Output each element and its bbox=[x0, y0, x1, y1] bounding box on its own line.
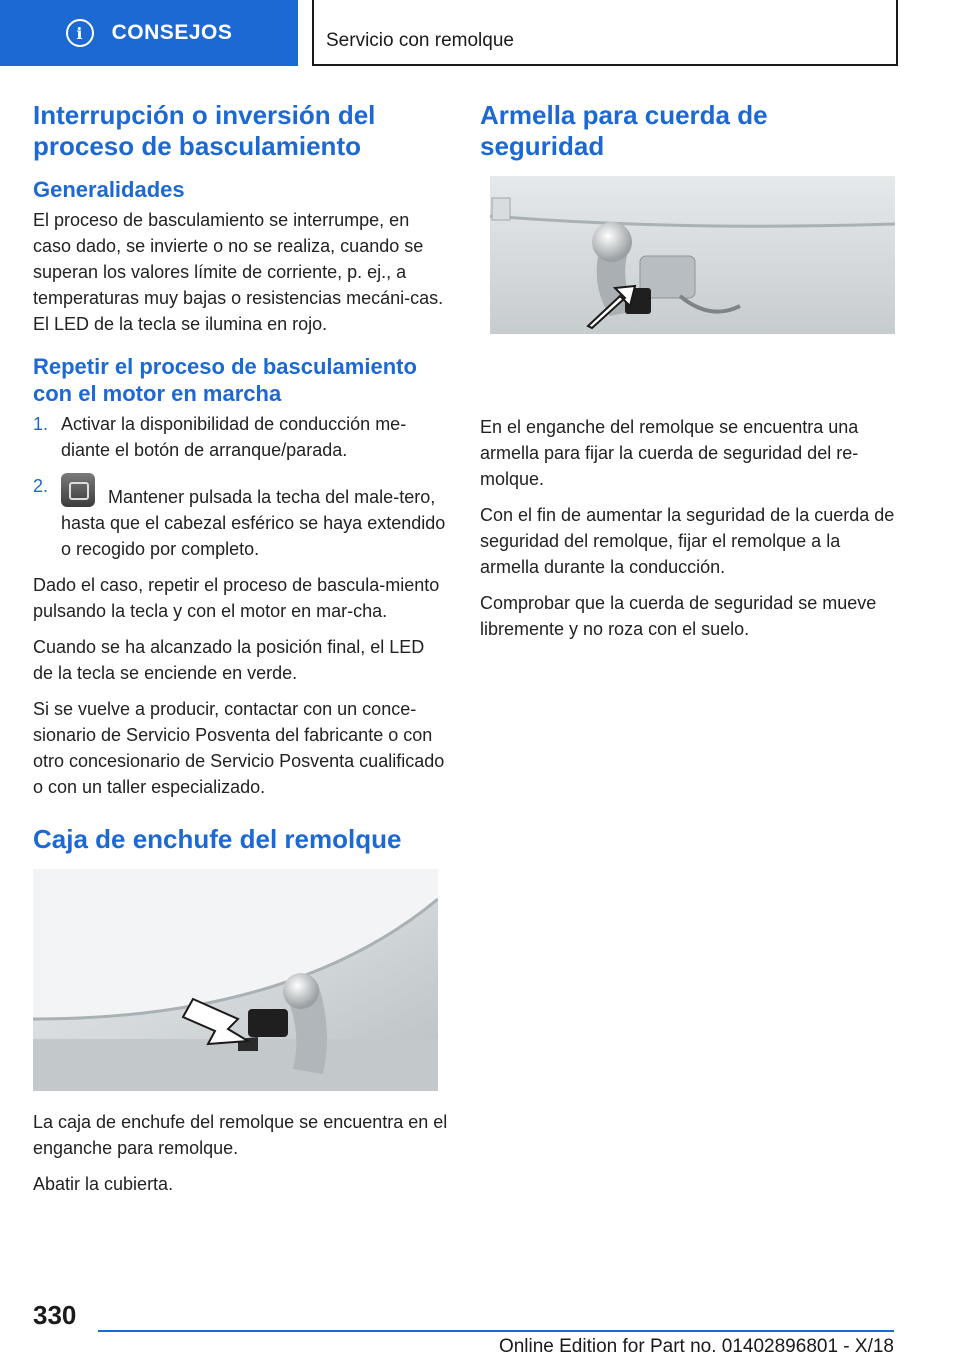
paragraph-socket-location: La caja de enchufe del remolque se encuentra en el enganche para remolque. bbox=[33, 1112, 448, 1158]
paragraph-repeat: Dado el caso, repetir el proceso de bascula-miento pulsando la tecla y con el motor en mar-cha. bbox=[33, 575, 440, 621]
trailer-socket-photo bbox=[33, 869, 438, 1091]
page-title: Servicio con remolque bbox=[326, 30, 514, 51]
footer-rule bbox=[98, 1330, 894, 1332]
info-icon: i bbox=[66, 19, 94, 47]
step-text: Mantener pulsada la techa del male-tero, hasta que el cabezal esférico se haya extendido o recogido por completo. bbox=[61, 487, 446, 559]
tailgate-button-icon bbox=[61, 473, 95, 507]
paragraph-final-position: Cuando se ha alcanzado la posición final, el LED de la tecla se enciende en verde. bbox=[33, 637, 425, 683]
paragraph-contact: Si se vuelve a producir, contactar con un conce-sionario de Servicio Posventa del fabricante o con otro concesionario de Servicio Posventa cualificado o con un taller especializado. bbox=[33, 699, 445, 797]
footer-edition: Online Edition for Part no. 01402896801 - X/18 bbox=[498, 1336, 894, 1357]
paragraph-check-cable: Comprobar que la cuerda de seguridad se mueve libremente y no roza con el suelo. bbox=[480, 593, 877, 639]
section-tab bbox=[0, 0, 298, 66]
left-column bbox=[33, 100, 448, 1207]
paragraph-fix-trailer: Con el fin de aumentar la seguridad de la cuerda de seguridad del remolque, fijar el remolque a la armella durante la conducción. bbox=[480, 505, 895, 577]
safety-eye-photo bbox=[480, 176, 895, 372]
section-label: CONSEJOS bbox=[111, 21, 233, 44]
subheading-repeat: Repetir el proceso de basculamiento con el motor en marcha bbox=[33, 354, 417, 406]
heading-safety-eye: Armella para cuerda de seguridad bbox=[480, 100, 768, 161]
paragraph-general: El proceso de basculamiento se interrumpe, en caso dado, se invierte o no se realiza, cuando se superan los valores límite de corriente, p. ej., a temperaturas muy bajas o resistencias mecáni-cas. El LED de la tecla se ilumina en rojo. bbox=[33, 210, 444, 334]
page-number: 330 bbox=[33, 1300, 77, 1330]
heading-interruption: Interrupción o inversión del proceso de basculamiento bbox=[33, 100, 376, 161]
list-item bbox=[33, 411, 448, 463]
step-number: 1. bbox=[33, 414, 49, 434]
steps-list bbox=[33, 411, 448, 562]
list-item bbox=[33, 473, 448, 562]
right-column bbox=[480, 100, 895, 652]
step-number: 2. bbox=[33, 476, 49, 496]
paragraph-eye-location: En el enganche del remolque se encuentra una armella para fijar la cuerda de seguridad del re-molque. bbox=[480, 417, 859, 489]
heading-socket: Caja de enchufe del remolque bbox=[33, 824, 402, 854]
step-text: Activar la disponibilidad de conducción me-diante el botón de arranque/parada. bbox=[61, 414, 407, 460]
paragraph-fold-cover: Abatir la cubierta. bbox=[33, 1174, 174, 1194]
subheading-general: Generalidades bbox=[33, 177, 185, 202]
